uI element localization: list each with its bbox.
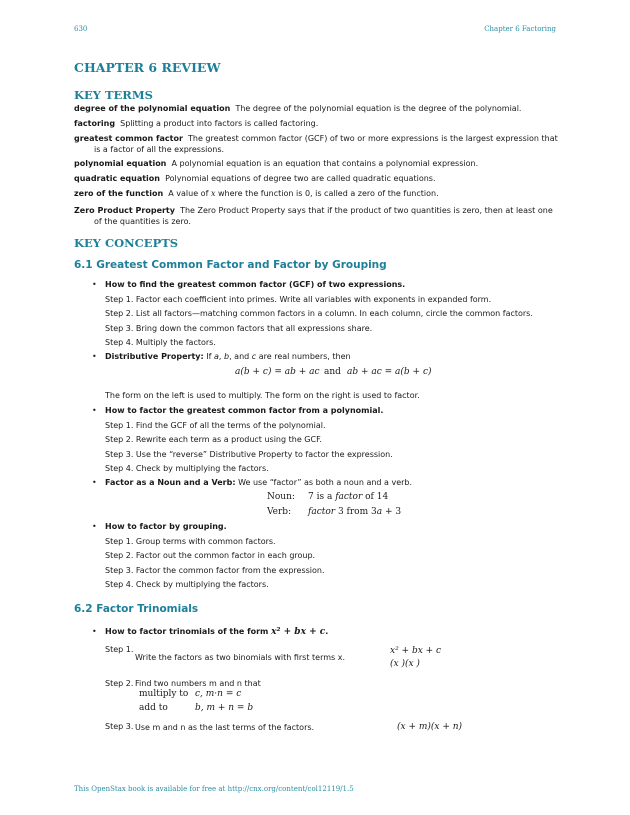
step: Step 1. Find the GCF of all the terms of the polynomial. <box>105 421 326 430</box>
step-text: Find two numbers m and n that <box>135 679 261 688</box>
factor-gcf-title: How to factor the greatest common factor from a polynomial. <box>105 406 384 415</box>
step: Step 2. Factor out the common factor in each group. <box>105 551 316 560</box>
bullet: • <box>92 478 97 487</box>
verb-label: Verb: <box>267 507 292 517</box>
binomial-template: (x )(x ) <box>390 659 420 669</box>
noun-example: 7 is a factor of 14 <box>308 492 389 502</box>
step: Step 4. Multiply the factors. <box>105 338 216 347</box>
distributive-property: Distributive Property: If a, b, and c are real numbers, then <box>105 352 351 361</box>
chapter-header: Chapter 6 Factoring <box>484 25 556 33</box>
noun-label: Noun: <box>267 492 295 502</box>
key-term: quadratic equation Polynomial equations of degree two are called quadratic equations. <box>74 174 436 183</box>
factored-form: (x + m)(x + n) <box>397 722 463 732</box>
step: Step 1. Group terms with common factors. <box>105 537 276 546</box>
multiply-label: multiply to <box>139 689 189 699</box>
key-term: degree of the polynomial equation The degree of the polynomial equation is the degree of the polynomial. <box>74 104 522 113</box>
step: Step 3. Bring down the common factors that all expressions share. <box>105 324 373 333</box>
key-term: factoring Splitting a product into factors is called factoring. <box>74 119 319 128</box>
footer-note: This OpenStax book is available for free at http://cnx.org/content/col12119/1.5 <box>74 785 354 793</box>
section-6-1-heading: 6.1 Greatest Common Factor and Factor by Grouping <box>74 259 387 271</box>
bullet: • <box>92 352 97 361</box>
key-term: polynomial equation A polynomial equation is an equation that contains a polynomial expression. <box>74 159 479 168</box>
step: Step 3. Factor the common factor from the expression. <box>105 566 325 575</box>
key-concepts-heading: KEY CONCEPTS <box>74 236 179 250</box>
step: Step 4. Check by multiplying the factors. <box>105 464 269 473</box>
page-number: 630 <box>74 25 88 33</box>
key-term: greatest common factor The greatest common factor (GCF) of two or more expressions is the largest expression that is a factor of all the expressions. <box>74 134 558 154</box>
key-term: Zero Product Property The Zero Product Property says that if the product of two quantities is zero, then at least one of the quantities is zero. <box>74 206 553 226</box>
bullet: • <box>92 522 97 531</box>
bullet: • <box>92 627 97 636</box>
step: Step 2. Rewrite each term as a product using the GCF. <box>105 435 322 444</box>
step-label: Step 3. <box>105 722 134 731</box>
key-term: zero of the function A value of x where the function is 0, is called a zero of the function. <box>74 189 439 198</box>
section-6-2-heading: 6.2 Factor Trinomials <box>74 603 199 615</box>
add-label: add to <box>139 703 168 713</box>
step-label: Step 2. <box>105 679 134 688</box>
distributive-equation-right: ab + ac = a(b + c) <box>347 367 432 377</box>
distributive-note: The form on the left is used to multiply. The form on the right is used to factor. <box>105 391 420 400</box>
step: Step 1. Factor each coefficient into primes. Write all variables with exponents in expanded form. <box>105 295 492 304</box>
noun-verb: Factor as a Noun and a Verb: We use “factor” as both a noun and a verb. <box>105 478 413 487</box>
step-text: Write the factors as two binomials with first terms x. <box>135 653 346 662</box>
bullet: • <box>92 406 97 415</box>
key-terms-heading: KEY TERMS <box>74 88 153 102</box>
bullet: • <box>92 280 97 289</box>
step: Step 4. Check by multiplying the factors. <box>105 580 269 589</box>
step: Step 2. List all factors—matching common factors in a column. In each column, circle the common factors. <box>105 309 533 318</box>
step-label: Step 1. <box>105 645 134 654</box>
step: Step 3. Use the “reverse” Distributive Property to factor the expression. <box>105 450 393 459</box>
grouping-title: How to factor by grouping. <box>105 522 227 531</box>
multiply-condition: c, m·n = c <box>195 689 242 699</box>
distributive-equation-left: a(b + c) = ab + ac <box>235 367 320 377</box>
gcf-procedure-title: How to find the greatest common factor (GCF) of two expressions. <box>105 280 406 289</box>
page-title: CHAPTER 6 REVIEW <box>74 60 221 75</box>
add-condition: b, m + n = b <box>195 703 254 713</box>
verb-example: factor 3 from 3a + 3 <box>308 507 402 517</box>
trinomial-expression: x² + bx + c <box>390 646 442 656</box>
trinomial-title: How to factor trinomials of the form x² + bx + c. <box>105 627 329 637</box>
step-text: Use m and n as the last terms of the factors. <box>135 723 315 732</box>
equation-and: and <box>324 367 341 377</box>
